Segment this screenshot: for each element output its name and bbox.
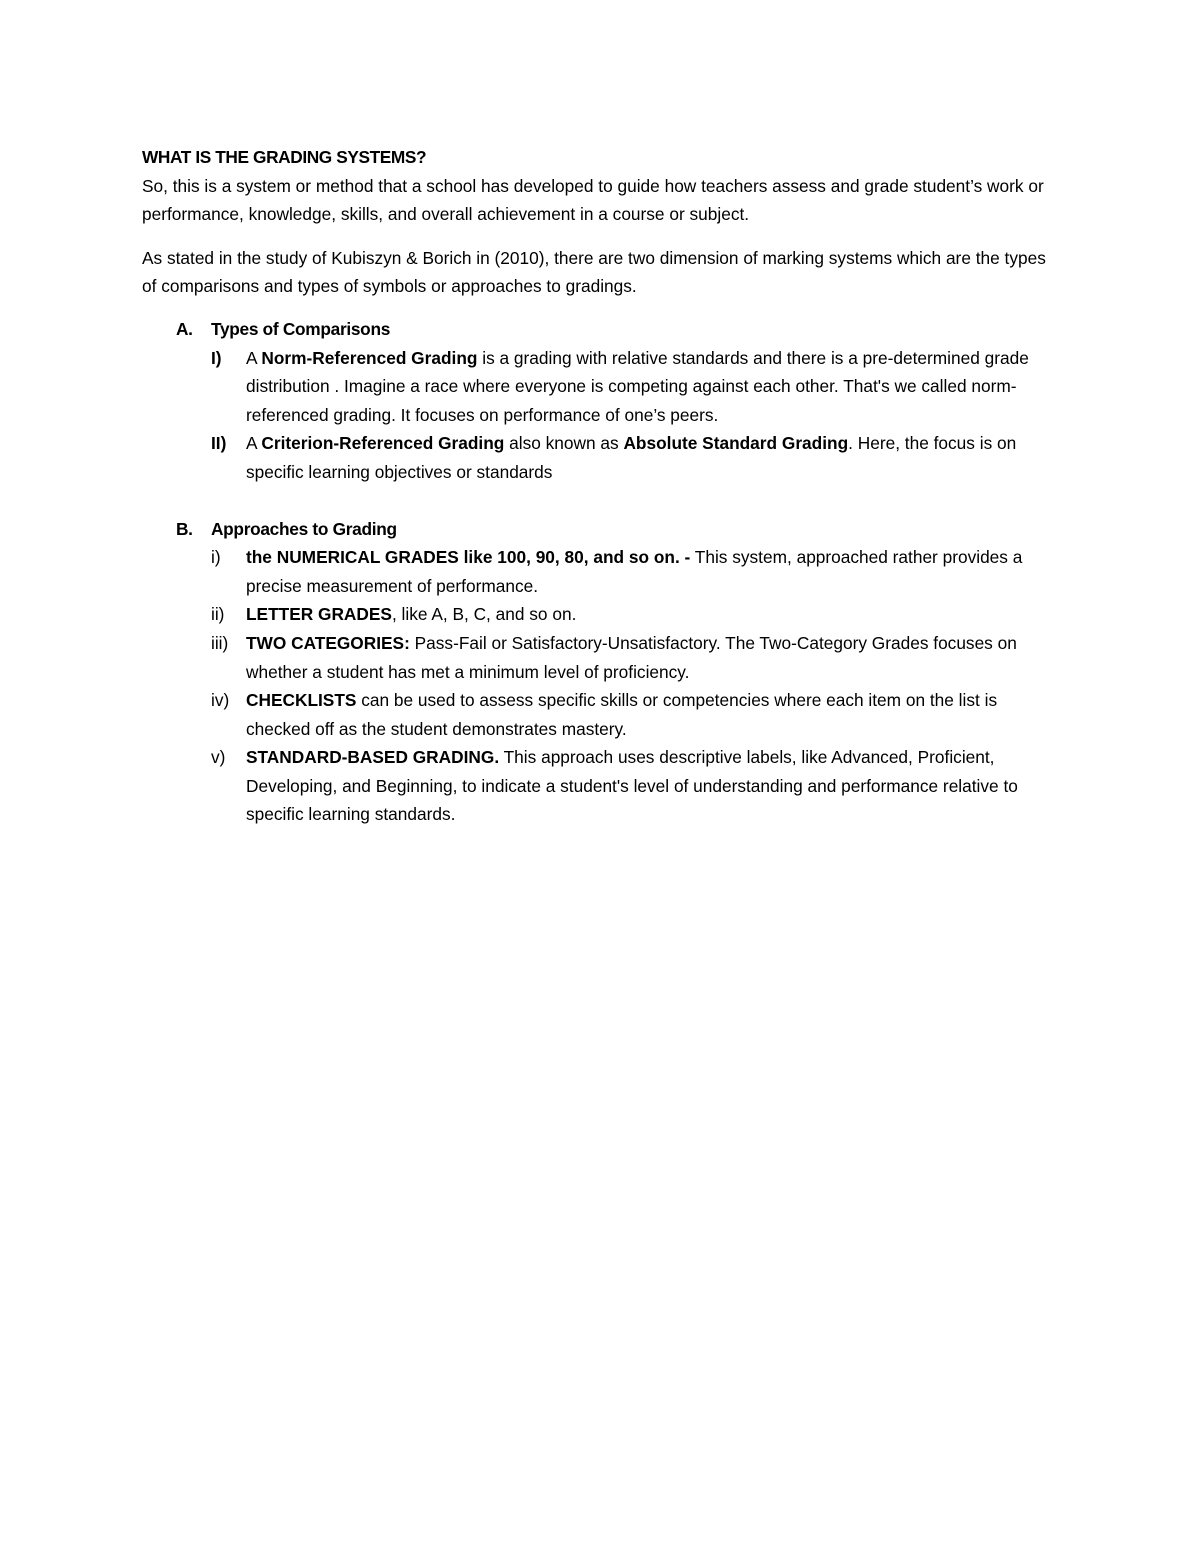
section-heading bbox=[142, 515, 1062, 544]
list-item-two-categories bbox=[142, 629, 1062, 686]
item-term: TWO CATEGORIES: bbox=[246, 632, 410, 653]
intro-paragraph: So, this is a system or method that a school has developed to guide how teachers assess and grade student’s work or performance, knowledge, skills, and overall achievement in a course or subject. bbox=[142, 175, 1044, 225]
section-title: Approaches to Grading bbox=[211, 518, 397, 539]
item-term: Norm-Referenced Grading bbox=[261, 347, 478, 368]
page-title: WHAT IS THE GRADING SYSTEMS? bbox=[142, 147, 427, 167]
item-text: can be used to assess specific skills or competencies where each item on the list is checked off as the student demonstrates mastery. bbox=[246, 690, 998, 739]
item-term: the NUMERICAL GRADES like 100, 90, 80, and so on. - bbox=[246, 547, 691, 568]
section-types-of-comparisons bbox=[142, 315, 1062, 487]
section-heading bbox=[142, 315, 1062, 344]
item-text-tail: . Here, the focus is on specific learning objectives or standards bbox=[246, 433, 1017, 482]
item-prefix: A bbox=[246, 433, 262, 454]
list-item-letter-grades bbox=[142, 600, 1062, 629]
list-item-checklists bbox=[142, 686, 1062, 743]
list-marker: iv) bbox=[211, 690, 230, 711]
item-term: STANDARD-BASED GRADING. bbox=[246, 747, 500, 768]
list-marker: iii) bbox=[211, 632, 229, 653]
item-text: This approach uses descriptive labels, like Advanced, Proficient, Developing, and Beginning, to indicate a student's level of understanding and performance relative to specific learning standards. bbox=[246, 747, 1018, 825]
list-marker: II) bbox=[211, 433, 227, 454]
context-paragraph: As stated in the study of Kubiszyn & Borich in (2010), there are two dimension of marking systems which are the types of comparisons and types of symbols or approaches to gradings. bbox=[142, 247, 1046, 297]
item-text: This system, approached rather provides a precise measurement of performance. bbox=[246, 547, 1023, 596]
section-letter: A. bbox=[176, 318, 193, 339]
item-text: is a grading with relative standards and there is a pre-determined grade distribution . Imagine a race where everyone is competing against each other. That's we called norm-referenced grading. It focuses on performance of one’s peers. bbox=[246, 347, 1029, 425]
item-text: Pass-Fail or Satisfactory-Unsatisfactory. The Two-Category Grades focuses on whether a student has met a minimum level of proficiency. bbox=[246, 632, 1017, 682]
item-term: Criterion-Referenced Grading bbox=[261, 433, 505, 454]
list-marker: v) bbox=[211, 747, 226, 768]
list-item-numerical-grades bbox=[142, 543, 1062, 600]
list-marker: I) bbox=[211, 347, 222, 368]
document-body bbox=[142, 143, 1062, 829]
list-item-criterion-referenced bbox=[142, 429, 1062, 486]
item-term: LETTER GRADES bbox=[246, 604, 392, 625]
item-text: also known as bbox=[504, 433, 624, 454]
list-item-norm-referenced bbox=[142, 344, 1062, 430]
section-title: Types of Comparisons bbox=[211, 318, 391, 339]
item-term: CHECKLISTS bbox=[246, 690, 357, 711]
item-text: , like A, B, C, and so on. bbox=[391, 604, 577, 625]
list-marker: i) bbox=[211, 547, 221, 568]
section-approaches-to-grading bbox=[142, 515, 1062, 830]
list-marker: ii) bbox=[211, 604, 225, 625]
list-item-standard-based bbox=[142, 743, 1062, 829]
section-letter: B. bbox=[176, 518, 193, 539]
item-term-secondary: Absolute Standard Grading bbox=[623, 433, 849, 454]
item-prefix: A bbox=[246, 347, 262, 368]
